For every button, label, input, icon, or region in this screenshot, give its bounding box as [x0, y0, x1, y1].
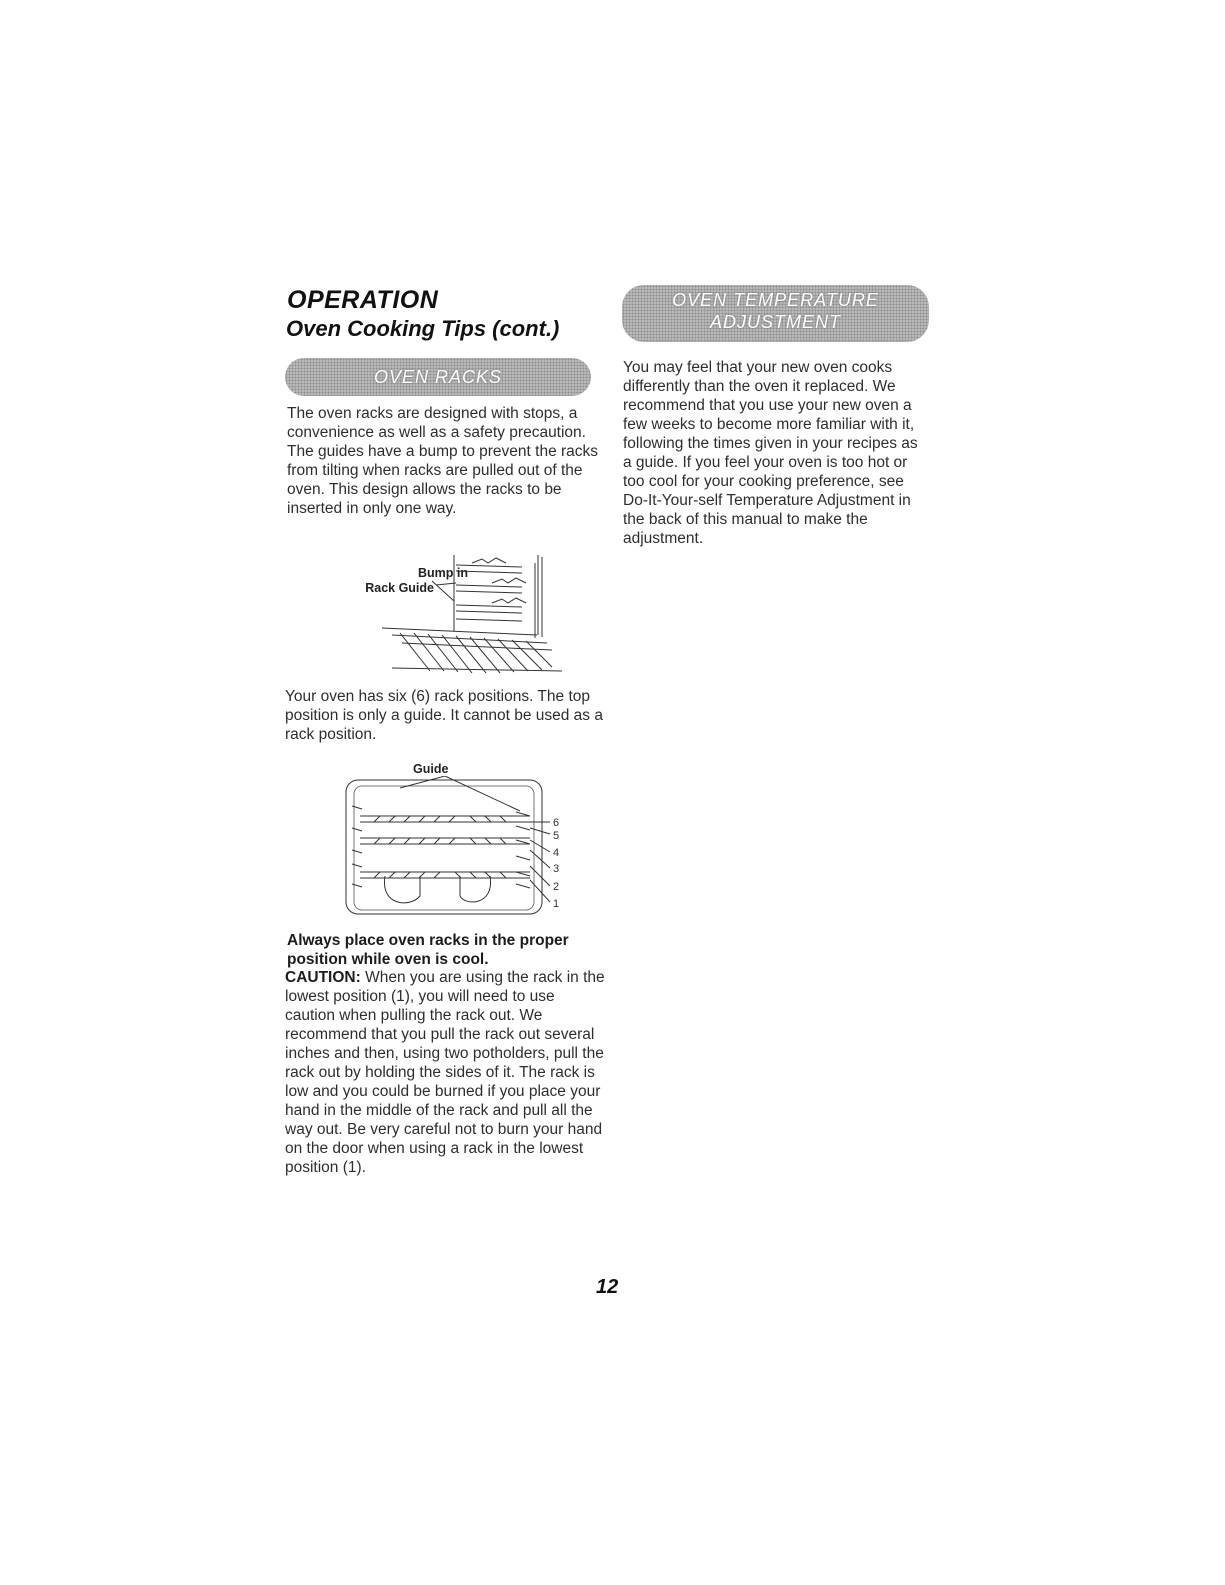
rack-positions-paragraph: Your oven has six (6) rack positions. The top position is only a guide. It cannot be used as a rack position. — [285, 688, 603, 743]
guide-label: Guide — [413, 762, 449, 776]
temperature-heading-line1: OVEN TEMPERATURE — [672, 290, 879, 310]
position-number-3: 3 — [553, 863, 560, 875]
caution-label: CAUTION: — [285, 969, 361, 986]
position-number-2: 2 — [553, 881, 560, 893]
racks-intro-paragraph: The oven racks are designed with stops, a convenience as well as a safety precaution. The guides have a bump to prevent the racks from tilting when racks are pulled out of the oven. This design allows the racks to be inserted in only one way. — [287, 405, 599, 517]
page-subtitle: Oven Cooking Tips (cont.) — [286, 316, 560, 341]
position-number-1: 1 — [553, 898, 560, 910]
position-number-4: 4 — [553, 847, 560, 859]
caution-paragraph — [285, 968, 605, 1177]
oven-racks-heading-text: OVEN RACKS — [373, 367, 503, 387]
position-number-6: 6 — [553, 817, 560, 829]
rack-safety-note: Always place oven racks in the proper position while oven is cool. — [287, 932, 569, 968]
page-number: 12 — [596, 1276, 619, 1298]
section-title: OPERATION — [287, 286, 439, 314]
oven-rack-positions-illustration — [340, 776, 580, 916]
caution-text: When you are using the rack in the lowest position (1), you will need to use caution when pulling the rack out. We recommend that you pull the rack out several inches and then, using two potholders, pull the rack out by holding the sides of it. The rack is low and you could be burned if you place your hand in the middle of the rack and pull all the way out. Be very careful not to burn your hand on the door when using a rack in the lowest position (1). — [285, 969, 605, 1176]
temperature-heading-line2: ADJUSTMENT — [710, 312, 841, 332]
position-number-5: 5 — [553, 830, 560, 842]
temperature-adjustment-paragraph: You may feel that your new oven cooks differently than the oven it replaced. We recommend that you use your new oven a few weeks to become more familiar with it, following the times given in your recipes as a guide. If you feel your oven is too hot or too cool for your cooking preference, see Do-It-Your-self Temperature Adjustment in the back of this manual to make the adjustment. — [623, 359, 918, 547]
rack-guide-illustration — [372, 553, 562, 673]
rack-guide-label-line2: Rack Guide — [365, 581, 434, 595]
temperature-adjustment-heading — [622, 285, 929, 342]
bump-label-line1: Bump in — [418, 566, 468, 580]
oven-racks-heading — [285, 358, 591, 396]
